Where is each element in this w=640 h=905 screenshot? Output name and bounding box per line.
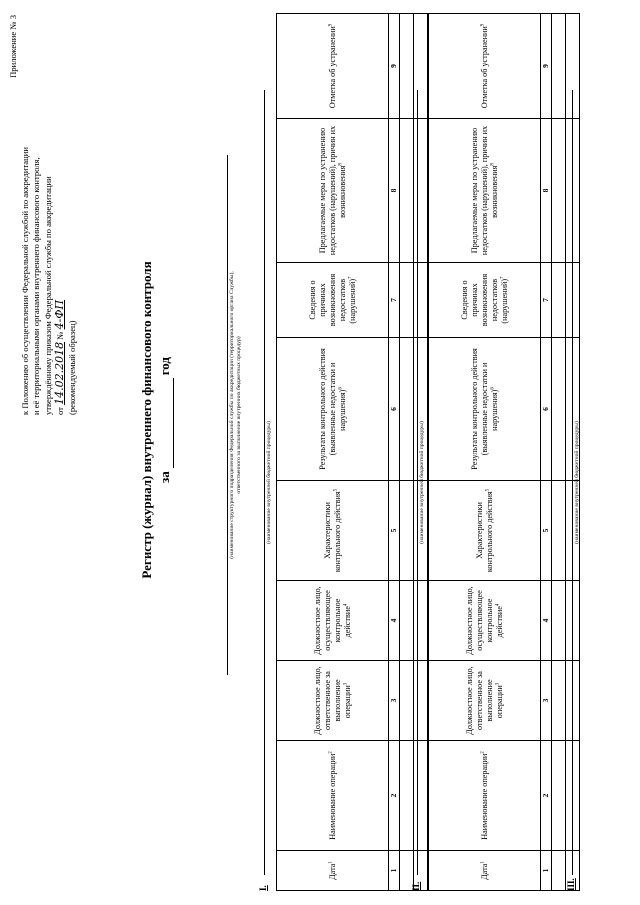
period-blank [161, 378, 174, 468]
table-header-row [429, 14, 541, 891]
section-number: III. [566, 878, 576, 891]
procedure-underline [572, 90, 573, 875]
header-measures: Предлагаемые меры по устранению недостатков (нарушений), причин их возникновения$^8$ [277, 119, 389, 263]
header-causes: Сведения о причинах возникновения недостатков (нарушений)$^7$ [277, 263, 389, 338]
header-operation: Наименование операции$^2$ [277, 741, 389, 851]
procedure-underline [417, 90, 418, 875]
procedure-underline [264, 90, 265, 875]
table-row [400, 14, 414, 891]
handwritten-number: 4-ФП [53, 299, 67, 330]
header-results: Результаты контрольного действия (выявленные недостатки и нарушения)$^6$ [429, 338, 541, 481]
appendix-date-line: от 14.02.2018 № 4-ФП [53, 299, 67, 415]
register-table [428, 13, 580, 891]
procedure-caption: (наименование внутренней бюджетной процедуры) [574, 421, 580, 544]
header-characteristics: Характеристики контрольного действия$^5$ [277, 481, 389, 581]
header-controller: Должностное лицо, осуществляющее контрольное действие$^4$ [429, 581, 541, 661]
section-number: I. [258, 885, 268, 891]
appendix-block [8, 15, 79, 415]
header-date: Дата$^1$ [277, 851, 389, 891]
unit-caption: (наименование структурного подразделения Федеральной службы по аккредитации (территориального органа Службы), ответственного за выполнение внутренних бюджетных процедур) [229, 271, 242, 559]
appendix-line: и её территориальными органами внутреннего финансового контроля, [31, 157, 42, 415]
column-number-row: 1 2 3 4 5 6 7 8 9 [541, 14, 552, 891]
procedure-caption: (наименование внутренней бюджетной процедуры) [266, 421, 272, 544]
register-title [138, 185, 174, 655]
table-row [552, 14, 566, 891]
table-header-row [277, 14, 389, 891]
procedure-caption: (наименование внутренней бюджетной процедуры) [419, 421, 425, 544]
title-main: Регистр (журнал) внутреннего финансового контроля [139, 261, 154, 579]
appendix-line: к Положению об осуществлении Федеральной службой по аккредитации [19, 147, 30, 415]
handwritten-date: 14.02.2018 [53, 341, 67, 405]
header-causes: Сведения о причинах возникновения недостатков (нарушений)$^7$ [429, 263, 541, 338]
header-mark: Отметка об устранении$^9$ [277, 14, 389, 119]
section-number: II. [411, 881, 421, 891]
header-mark: Отметка об устранении$^9$ [429, 14, 541, 119]
appendix-title: Приложение № 3 [8, 15, 18, 78]
header-responsible: Должностное лицо, ответственное за выполнение операции$^3$ [429, 661, 541, 741]
appendix-line: утверждённому приказом Федеральной службы по аккредитации [42, 176, 53, 415]
header-results: Результаты контрольного действия (выявленные недостатки и нарушения)$^6$ [277, 338, 389, 481]
appendix-sample-note: (рекомендуемый образец) [66, 320, 77, 415]
header-controller: Должностное лицо, осуществляющее контрольное действие$^4$ [277, 581, 389, 661]
title-period: загод [157, 357, 172, 484]
header-measures: Предлагаемые меры по устранению недостатков (нарушений), причин их возникновения$^8$ [429, 119, 541, 263]
header-operation: Наименование операции$^2$ [429, 741, 541, 851]
column-number-row: 1 2 3 4 5 6 7 8 9 [389, 14, 400, 891]
unit-underline [227, 155, 228, 675]
header-characteristics: Характеристики контрольного действия$^5$ [429, 481, 541, 581]
header-date: Дата$^1$ [429, 851, 541, 891]
header-responsible: Должностное лицо, ответственное за выполнение операции$^3$ [277, 661, 389, 741]
register-table [276, 13, 428, 891]
